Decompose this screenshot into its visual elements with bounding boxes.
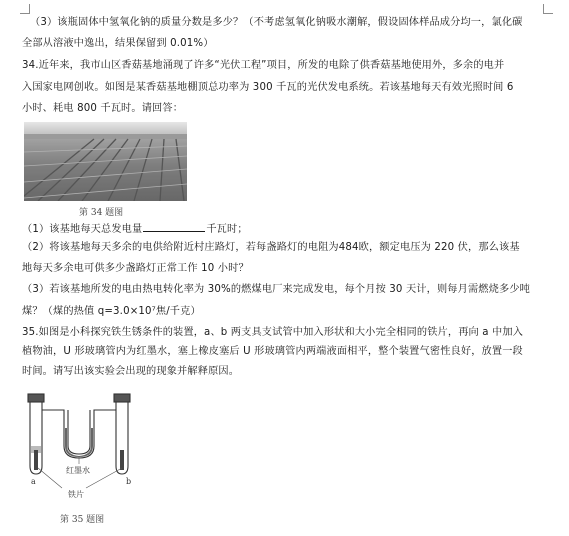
q34-stem-line2: 入国家电网创收。如图是某香菇基地棚顶总功率为 300 千瓦的光伏发电系统。若该基地每天有效光照时间 6 — [22, 82, 514, 93]
solar-panel-photo — [24, 122, 187, 201]
q35-stem-line3: 时间。请写出该实验会出现的现象并解释原因。 — [22, 366, 240, 377]
page-corner-mark-right — [543, 4, 553, 14]
q34-part1 — [22, 222, 248, 237]
label-tube-a: a — [31, 477, 36, 486]
q35-stem-line1: 35.如图是小科探究铁生锈条件的装置，a、b 两支具支试管中加入形状和大小完全相同的铁片，再向 a 中加入 — [22, 327, 524, 338]
q34-part2-line2: 地每天多余电可供多少盏路灯正常工作 10 小时？ — [22, 263, 249, 274]
q34-part2-line1: （2）将该基地每天多余的电供给附近村庄路灯，若每盏路灯的电阻为484欧，额定电压为 220 伏，那么该基 — [22, 242, 520, 253]
q34-part3-line2: 煤？（煤的热值 q=3.0×10⁷焦/千克） — [22, 306, 201, 317]
u-tube-apparatus-diagram — [22, 388, 152, 508]
label-red-ink: 红墨水 — [66, 466, 90, 475]
q34-part3-line1: （3）若该基地所发的电由热电转化率为 30%的燃煤电厂来完成发电，每个月按 30 天计，则每月需燃烧多少吨 — [22, 284, 530, 295]
q34-part1-suffix: 千瓦时； — [206, 224, 248, 235]
label-iron-sheet: 铁片 — [68, 490, 84, 499]
solar-panel-rows-image — [24, 122, 187, 201]
q34-part1-prefix: （1）该基地每天总发电量 — [22, 224, 143, 235]
q33-part3-line2: 全部从溶液中逸出，结果保留到 0.01%） — [22, 38, 214, 49]
page-corner-mark-left — [20, 4, 30, 14]
q33-part3-line1: （3）该瓶固体中氢氧化钠的质量分数是多少？（不考虑氢氧化钠吸水潮解，假设固体样品成分均一，氯化碳 — [30, 17, 523, 28]
q35-apparatus-figure — [22, 388, 152, 508]
label-tube-b: b — [126, 477, 132, 486]
q35-figure-caption: 第 35 题图 — [60, 515, 105, 525]
q35-stem-line2: 植物油，U 形玻璃管内为红墨水，塞上橡皮塞后 U 形玻璃管内两端液面相平，整个装置气密性良好，放置一段 — [22, 346, 523, 357]
q34-part1-answer-blank[interactable] — [143, 222, 205, 232]
q34-stem-line1: 34.近年来，我市山区香菇基地涌现了许多“光伏工程”项目，所发的电除了供香菇基地使用外，多余的电并 — [22, 60, 505, 71]
q34-stem-line3: 小时、耗电 800 千瓦时。请回答： — [22, 103, 184, 114]
q34-figure-caption: 第 34 题图 — [79, 208, 124, 218]
